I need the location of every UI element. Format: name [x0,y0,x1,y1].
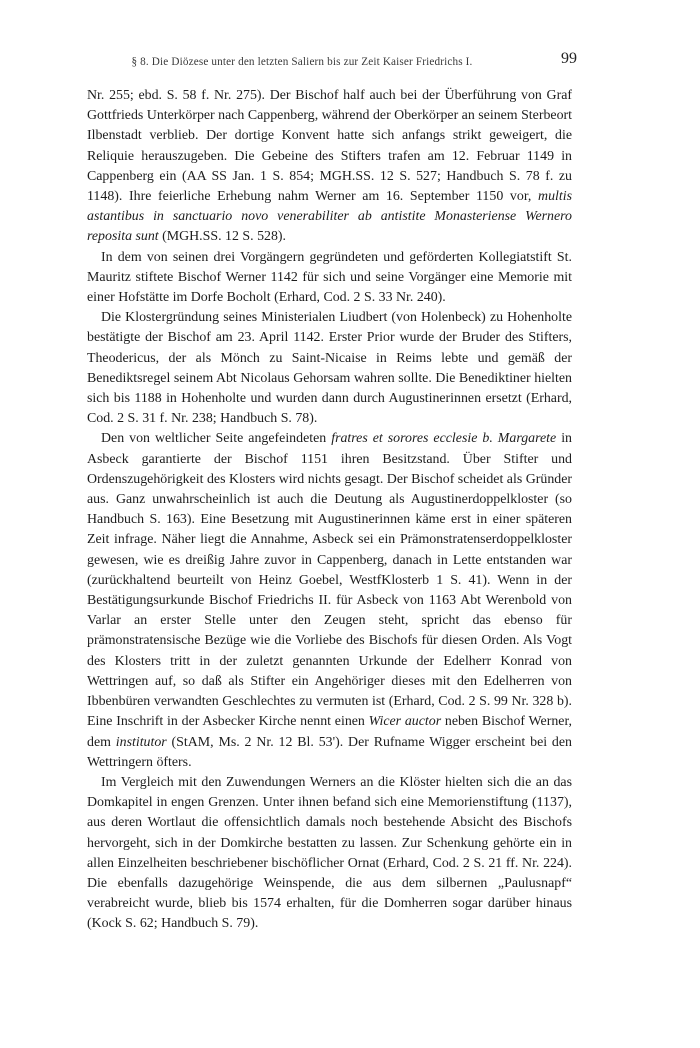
paragraph [87,773,572,935]
latin-quotation: institutor [115,734,167,750]
body-text [87,86,572,935]
running-head [87,50,577,72]
text-run: (StAM, Ms. 2 Nr. 12 Bl. 53'). Der Rufname Wigger erscheint bei den Wettringern öfters. [87,734,572,770]
paragraph [87,248,572,309]
text-run: in Asbeck garantierte der Bischof 1151 ihren Besitzstand. Über Stifter und Ordenszugehörigkeit des Klosters wird nichts gesagt. Der Bischof scheidet als Gründer aus. Ganz unwahrscheinlich ist auch die Deutung als Augustinerdoppelkloster (so Handbuch S. 163). Eine Besetzung mit Augustinerinnen käme erst in einer späteren Zeit infrage. Näher liegt die Annahme, Asbeck sei ein Prämonstratenserdoppelkloster gewesen, wie es dreißig Jahre zuvor in Cappenberg, danach in Lette entstanden war (zurückhaltend beurteilt von Heinz Goebel, WestfKlosterb 1 S. 41). Wenn in der Bestätigungsurkunde Bischof Friedrichs II. für Asbeck von 1163 Abt Werenbold von Varlar an erster Stelle unter den Zeugen steht, spricht das ebenso für prämonstratensische Bezüge wie die Vorliebe des Bischofs für diesen Orden. Als Vogt des Klosters tritt in der zuletzt genannten Urkunde der Edelherr Konrad von Wettringen auf, so daß als Stifter ein Angehöriger dieses mit den Edelherren von Ibbenbüren verwandten Geschlechtes zu vermuten ist (Erhard, Cod. 2 S. 99 Nr. 328 b). Eine Inschrift in der Asbecker Kirche nennt einen [87,431,572,730]
paragraph [87,308,572,429]
text-run: Den von weltlicher Seite angefeindeten [101,431,332,447]
paragraph [87,429,572,772]
text-run: Nr. 255; ebd. S. 58 f. Nr. 275). Der Bischof half auch bei der Überführung von Graf Gottfrieds Unterkörper nach Cappenberg, während der Oberkörper an seinem Sterbeort Ilbenstadt verblieb. Der dortige Konvent hatte sich anfangs strikt geweigert, die Reliquie herauszugeben. Die Gebeine des Stifters trafen am 12. Februar 1149 in Cappenberg ein (AA SS Jan. 1 S. 854; MGH.SS. 12 S. 527; Handbuch S. 78 f. zu 1148). Ihre feierliche Erhebung nahm Werner am 16. September 1150 vor, [87,88,572,205]
text-run: In dem von seinen drei Vorgängern gegründeten und geförderten Kollegiatstift St. Mauritz stiftete Bischof Werner 1142 für sich und seine Vorgänger eine Memorie mit einer Hofstätte im Dorfe Bocholt (Erhard, Cod. 2 S. 33 Nr. 240). [87,249,572,306]
paragraph [87,86,572,248]
text-run: neben Bischof Werner, dem [87,714,572,750]
running-title: § 8. Die Diözese unter den letzten Saliern bis zur Zeit Kaiser Friedrichs I. [131,56,473,68]
latin-quotation: fratres et sorores ecclesie b. Margarete [331,431,557,447]
text-run: (MGH.SS. 12 S. 528). [158,229,287,245]
text-run: Im Vergleich mit den Zuwendungen Werners an die Klöster hielten sich die an das Domkapitel in engen Grenzen. Unter ihnen befand sich eine Memorienstiftung (1137), aus deren Wortlaut die offensichtlich damals noch bestehende Absicht des Bischofs hervorgeht, sich in der Domkirche bestatten zu lassen. Zur Schenkung gehörte ein in allen Einzelheiten beschriebener bischöflicher Ornat (Erhard, Cod. 2 S. 21 ff. Nr. 224). Die ebenfalls dazugehörige Weinspende, die aus dem silbernen „Paulusnapf“ verabreicht wurde, blieb bis 1574 erhalten, für die Domherren sogar darüber hinaus (Kock S. 62; Handbuch S. 79). [87,774,572,932]
page-number: 99 [561,50,577,67]
text-run: Die Klostergründung seines Ministerialen Liudbert (von Holenbeck) zu Hohenholte bestätigte der Bischof am 23. April 1142. Erster Prior wurde der Bruder des Stifters, Theodericus, der als Mönch zu Saint-Nicaise in Reims lebte und gemäß der Benediktsregel seinem Abt Nicolaus Gehorsam wahren sollte. Die Benediktiner hielten sich bis 1188 in Hohenholte und wurden dann durch Augustinerinnen ersetzt (Erhard, Cod. 2 S. 31 f. Nr. 238; Handbuch S. 78). [87,310,572,427]
latin-quotation: multis astantibus in sanctuario novo venerabiliter ab antistite Monasteriense Wernero reposita sunt [87,189,572,245]
latin-quotation: Wicer auctor [368,714,442,730]
